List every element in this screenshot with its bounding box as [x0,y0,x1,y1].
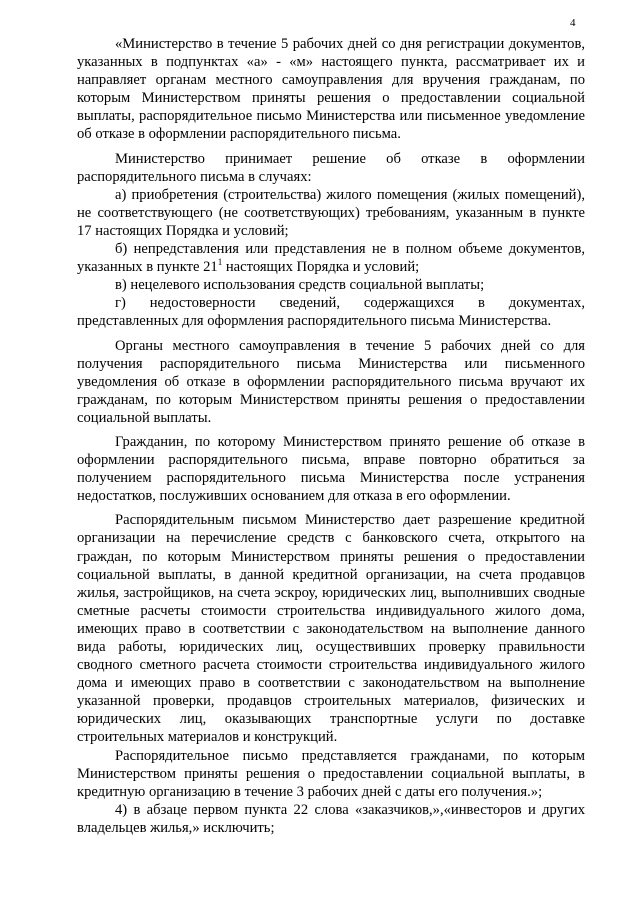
paragraph-disposition-letter: Распорядительным письмом Министерство дает разрешение кредитной организации на перечисление средств с банковского счета, открытого на граждан, по которым Министерством приняты решения о предоставлении социальной выплаты, в данной кредитной организации, на счета продавцов жилья, застройщиков, на счета эскроу, юридических лиц, выполнивших сводные сметные расчеты стоимости строительства индивидуального жилого дома, имеющих право в соответствии с законодательством на выполнение данного вида работы, юридических лиц, осуществивших проверку правильности сводного сметного расчета стоимости строительства индивидуального жилого дома и имеющих право в соответствии с законодательством на выполнение указанной проверки, продавцов строительных материалов, физических и юридических лиц, оказывающих транспортные услуги по доставке строительных материалов и конструкций. [77,512,585,746]
document-body [77,35,585,837]
paragraph-letter-submission: Распорядительное письмо представляется гражданами, по которым Министерством приняты решения о предоставлении социальной выплаты, в кредитную организацию в течение 3 рабочих дней с даты его получения.»; [77,747,585,800]
list-item-v: в) нецелевого использования средств социальной выплаты; [115,277,485,294]
paragraph-ministry-review: «Министерство в течение 5 рабочих дней со дня регистрации документов, указанных в подпунктах «а» - «м» настоящего пункта, рассматривает их и направляет органам местного самоуправления для вручения гражданам, по которым Министерством приняты решения о предоставлении социальной выплаты, распорядительное письмо Министерства или письменное уведомление об отказе в оформлении распорядительного письма. [77,36,585,143]
list-item-b-text: б) непредставления или представления не в полном объеме документов, указанных в пункте 21 [77,241,585,276]
paragraph-citizen-reapply: Гражданин, по которому Министерством принято решение об отказе в оформлении распорядительного письма, вправе повторно обратиться за получением распорядительного письма Министерства после устранения недостатков, послуживших основанием для отказа в его оформлении. [77,433,585,505]
superscript: 1 [217,257,223,268]
page-number: 4 [570,17,576,29]
paragraph-item-4: 4) в абзаце первом пункта 22 слова «заказчиков,»,«инвесторов и других владельцев жилья,» исключить; [77,801,585,836]
paragraph-local-authorities: Органы местного самоуправления в течение 5 рабочих дней со для получения распорядительного письма Министерства или письменного уведомления об отказе в оформлении распорядительного письма вручают их гражданам, по которым Министерством приняты решения о предоставлении социальной выплаты. [77,337,585,426]
list-item-b-text-end: настоящих Порядка и условий; [222,259,420,276]
paragraph-refusal-intro: Министерство принимает решение об отказе в оформлении распорядительного письма в случаях: [77,150,585,185]
list-item-a: а) приобретения (строительства) жилого помещения (жилых помещений), не соответствующего (не соответствующих) требованиям, указанным в пункте 17 настоящих Порядка и условий; [77,186,585,239]
list-item-b [77,240,585,276]
list-item-g: г) недостоверности сведений, содержащихся в документах, представленных для оформления распорядительного письма Министерства. [77,295,585,330]
